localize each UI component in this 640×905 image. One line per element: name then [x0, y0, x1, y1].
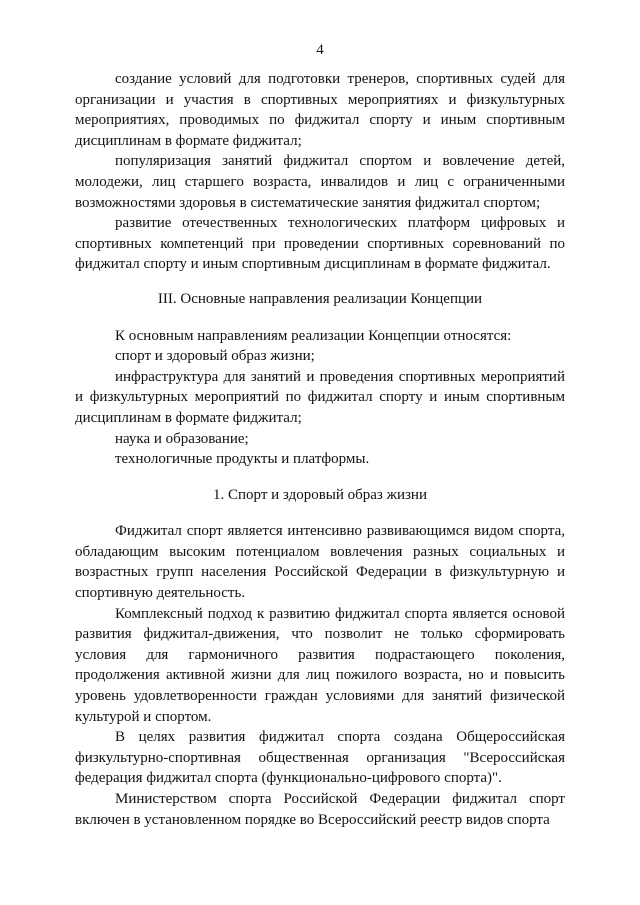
paragraph: Министерством спорта Российской Федерации фиджитал спорт включен в установленном порядке во Всероссийский реестр видов спорта	[75, 791, 565, 828]
document-body	[75, 69, 565, 830]
list-item: спорт и здоровый образ жизни;	[115, 348, 315, 365]
paragraph: создание условий для подготовки тренеров, спортивных судей для организации и участия в спортивных мероприятиях и физкультурных мероприятиях, проводимых по фиджитал спорту и иным спортивным дисциплинам в формате фиджитал;	[75, 71, 565, 149]
list-item: технологичные продукты и платформы.	[115, 451, 370, 468]
list-item: наука и образование;	[115, 430, 249, 447]
page-number: 4	[316, 42, 324, 58]
paragraph: Фиджитал спорт является интенсивно развивающимся видом спорта, обладающим высоким потенциалом вовлечения разных социальных и возрастных групп населения Российской Федерации в физкультурную и спортивную деятельность.	[75, 523, 565, 602]
paragraph: Комплексный подход к развитию фиджитал спорта является основой развития фиджитал-движения, что позволит не только сформировать условия для гармоничного развития подрастающего поколения, продолжения активной жизни для лиц пожилого возраста, но и повысить уровень удовлетворенности граждан условиями для занятий физической культурой и спортом.	[75, 605, 565, 725]
section-heading-3: III. Основные направления реализации Концепции	[157, 290, 483, 307]
paragraph: развитие отечественных технологических платформ цифровых и спортивных компетенций при проведении спортивных соревнований по фиджитал спорту и иным спортивным дисциплинам в формате фиджитал.	[75, 215, 565, 273]
paragraph: В целях развития фиджитал спорта создана Общероссийская физкультурно-спортивная общественная организация "Всероссийская федерация фиджитал спорта (функционально-цифрового спорта)".	[75, 729, 565, 787]
subsection-heading-1: 1. Спорт и здоровый образ жизни	[213, 486, 427, 503]
list-item: инфраструктура для занятий и проведения спортивных мероприятий и физкультурных мероприятий по фиджитал спорту и иным спортивным дисциплинам в формате фиджитал;	[75, 368, 565, 426]
paragraph: популяризация занятий фиджитал спортом и вовлечение детей, молодежи, лиц старшего возраста, инвалидов и лиц с ограниченными возможностями здоровья в систематические занятия фиджитал спортом;	[75, 153, 565, 211]
paragraph: К основным направлениям реализации Концепции относятся:	[115, 327, 512, 344]
